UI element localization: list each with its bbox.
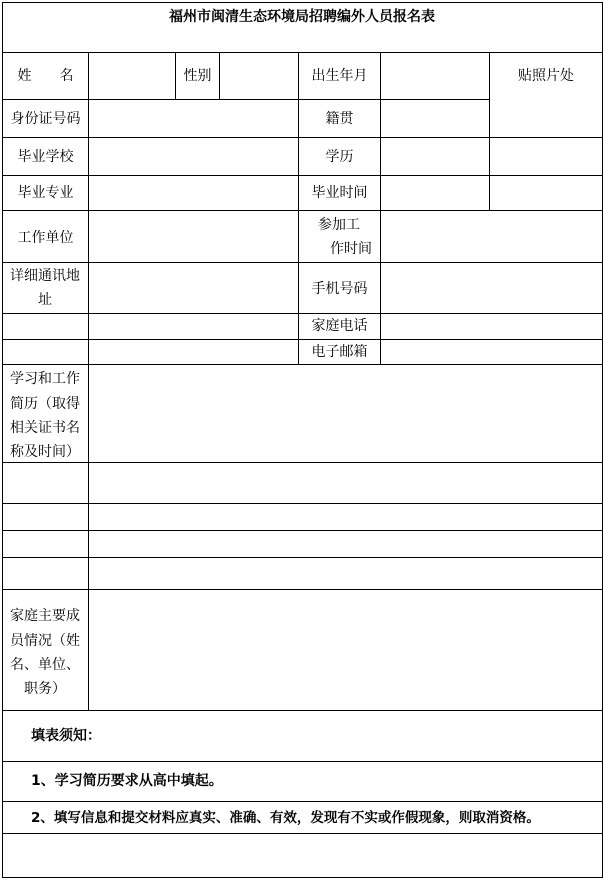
id-number-field[interactable] [89, 100, 298, 137]
row-divider [2, 801, 603, 802]
name-label: 姓 名 [17, 68, 74, 84]
note-item-1: 1、学习简历要求从高中填起。 [31, 773, 223, 789]
table-border-bottom [2, 877, 603, 878]
email-label: 电子邮箱 [311, 344, 368, 360]
row-divider [2, 833, 603, 834]
resume-label-line1: 学习和工作 [10, 371, 80, 387]
work-unit-label: 工作单位 [17, 230, 74, 246]
name-field[interactable] [89, 53, 175, 99]
form-title: 福州市闽清生态环境局招聘编外人员报名表 [169, 9, 435, 25]
work-start-field[interactable] [381, 211, 602, 262]
education-label: 学历 [325, 149, 354, 165]
table-border-right [602, 2, 603, 878]
resume-label-line3: 相关证书名 [10, 420, 80, 436]
photo-area[interactable] [490, 100, 602, 210]
address-field[interactable] [89, 263, 298, 364]
id-number-label: 身份证号码 [10, 111, 81, 127]
row-divider [2, 761, 603, 762]
photo-label: 贴照片处 [518, 68, 574, 84]
table-border-left [2, 2, 3, 878]
family-label-line1: 家庭主要成 [10, 608, 80, 624]
work-unit-field[interactable] [89, 211, 298, 262]
note-item-2: 2、填写信息和提交材料应真实、准确、有效，发现有不实或作假现象，则取消资格。 [31, 810, 540, 826]
resume-label-line2: 简历（取得 [10, 396, 80, 412]
native-place-field[interactable] [381, 100, 489, 137]
home-phone-field[interactable] [381, 314, 602, 339]
work-start-label-line1: 参加工 [318, 217, 360, 233]
table-border-top [2, 2, 603, 3]
work-start-label-line2: 作时间 [330, 241, 372, 257]
gender-field[interactable] [220, 53, 298, 99]
address-label-line1: 详细通讯地 [10, 268, 80, 284]
resume-label-line4: 称及时间） [10, 444, 80, 460]
family-label-line3: 名、单位、 [10, 657, 80, 673]
birth-field[interactable] [381, 53, 489, 99]
birth-label: 出生年月 [311, 68, 368, 84]
school-label: 毕业学校 [17, 149, 74, 165]
email-field[interactable] [381, 340, 602, 364]
education-field[interactable] [381, 138, 489, 175]
family-field[interactable] [89, 590, 602, 710]
grad-time-field[interactable] [381, 176, 489, 210]
resume-field[interactable] [89, 365, 602, 589]
mobile-label: 手机号码 [311, 281, 368, 297]
gender-label: 性别 [183, 68, 212, 84]
family-label-line2: 员情况（姓 [10, 633, 80, 649]
mobile-field[interactable] [381, 263, 602, 313]
major-field[interactable] [89, 176, 298, 210]
grad-time-label: 毕业时间 [311, 185, 368, 201]
family-label-line4: 职务） [24, 681, 66, 697]
address-label-line2: 址 [38, 292, 52, 308]
native-place-label: 籍贯 [325, 111, 354, 127]
notes-heading: 填表须知： [31, 728, 101, 744]
major-label: 毕业专业 [17, 185, 74, 201]
school-field[interactable] [89, 138, 298, 175]
home-phone-label: 家庭电话 [311, 318, 368, 334]
row-divider [2, 710, 603, 711]
